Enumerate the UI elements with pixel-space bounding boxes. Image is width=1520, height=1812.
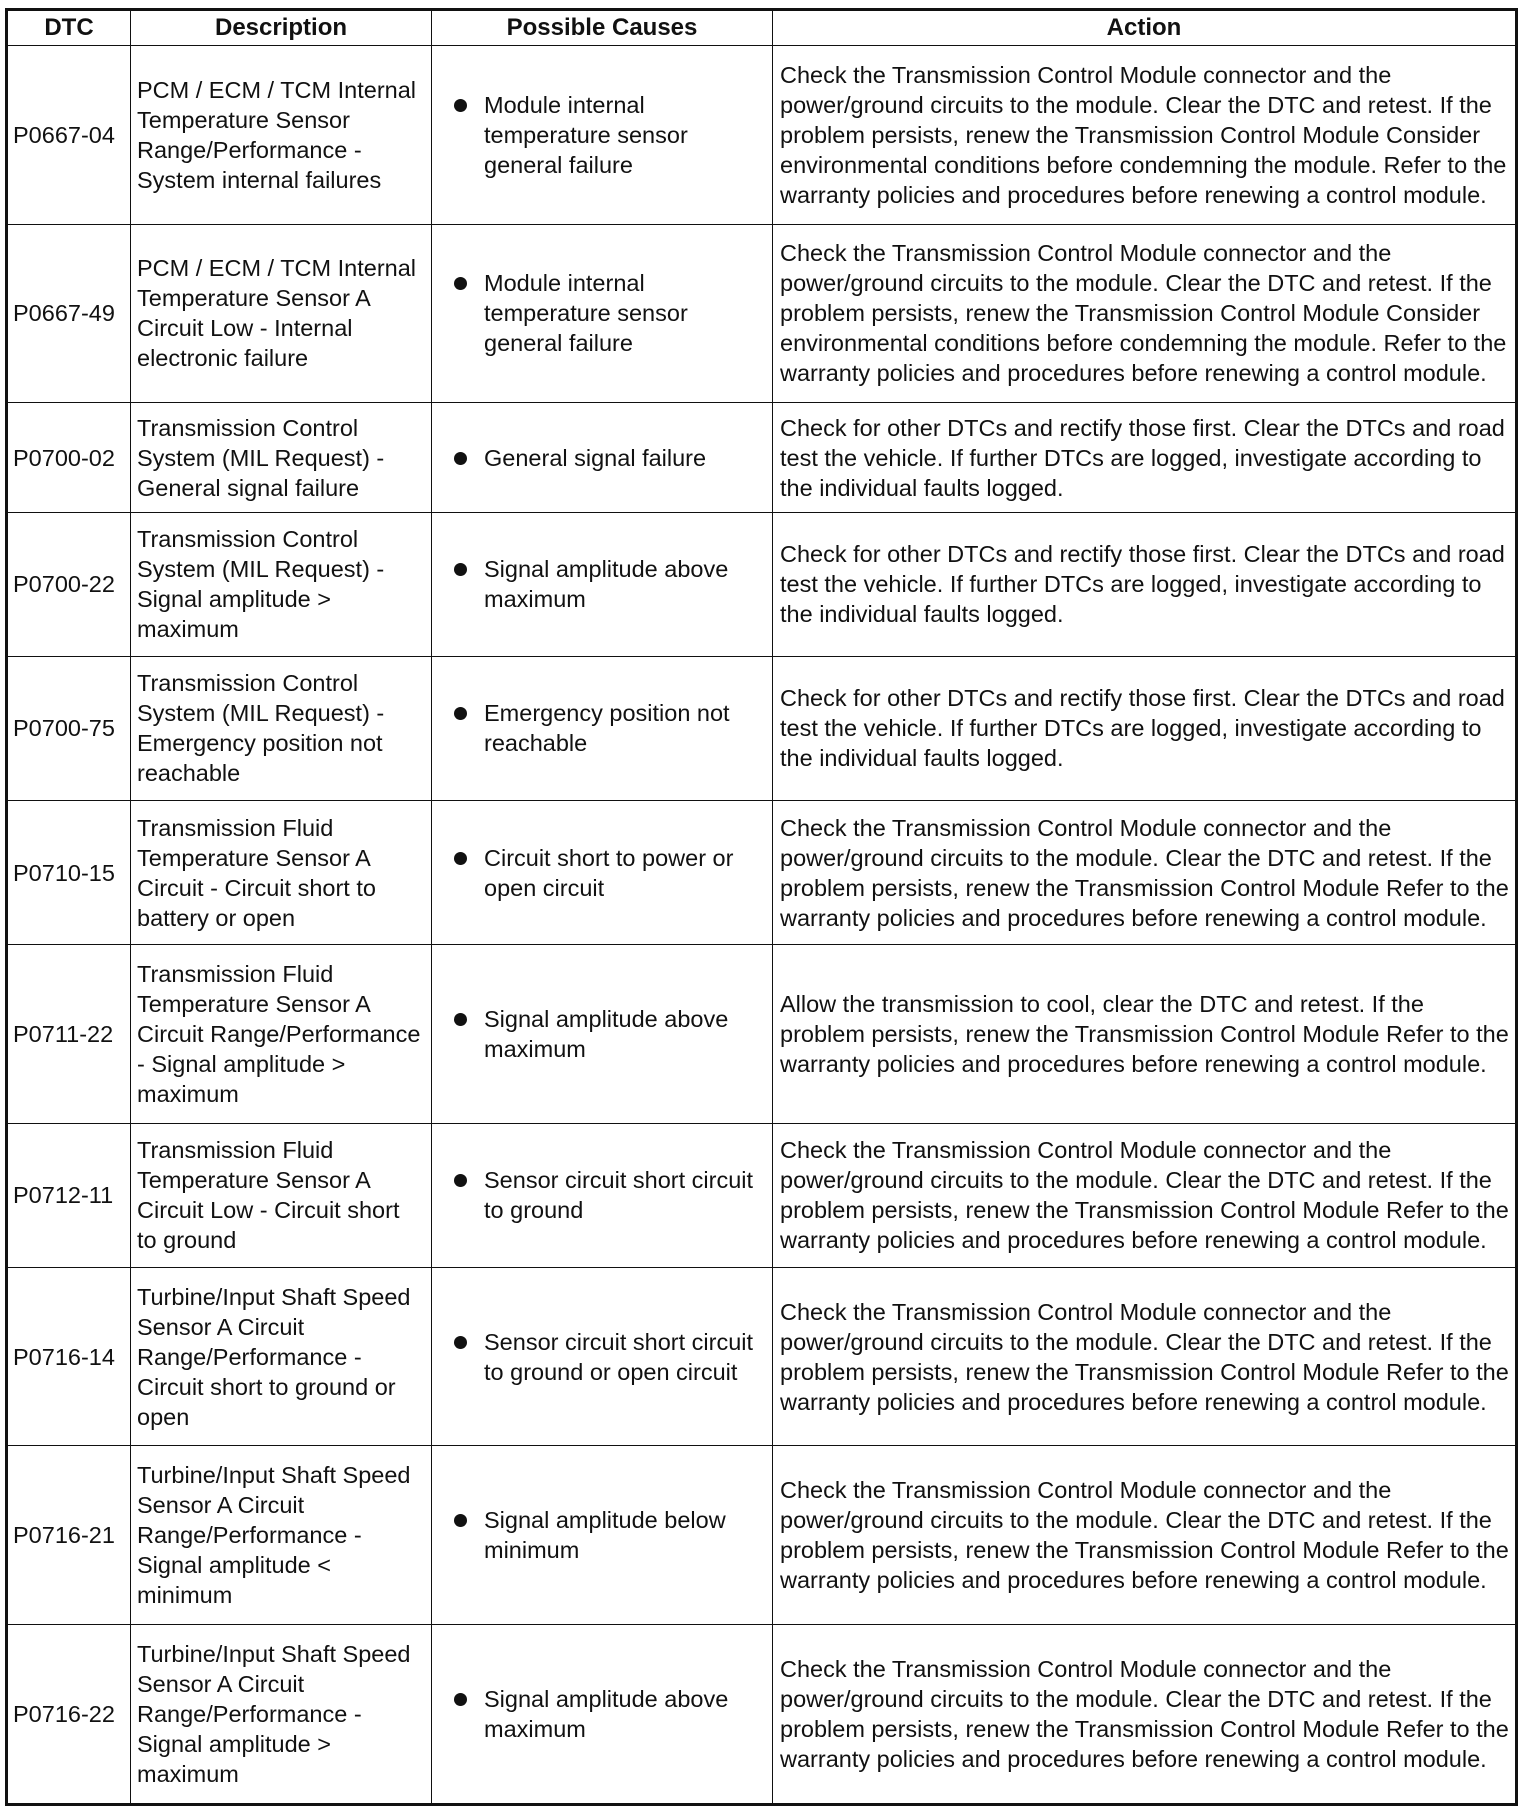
dtc-description: Transmission Fluid Temperature Sensor A Circuit Low - Circuit short to ground [131,1123,432,1267]
bullet-icon [454,707,467,720]
possible-cause-cell [432,1446,773,1625]
table-row [7,945,1517,1124]
possible-cause-cell [432,403,773,513]
dtc-table [5,8,1518,1806]
possible-cause: Module internal temperature sensor general failure [484,91,688,178]
bullet-icon [454,563,467,576]
dtc-action: Check the Transmission Control Module connector and the power/ground circuits to the module. Clear the DTC and retest. If the problem persists, renew the Transmission Control Module Refer to the warranty policies and procedures before renewing a control module. [773,1123,1517,1267]
dtc-description: PCM / ECM / TCM Internal Temperature Sensor A Circuit Low - Internal electronic failure [131,224,432,403]
possible-cause-cell [432,224,773,403]
bullet-icon [454,852,467,865]
bullet-icon [454,1336,467,1349]
possible-cause: Signal amplitude above maximum [484,556,729,613]
bullet-icon [454,1514,467,1527]
possible-cause: Sensor circuit short circuit to ground or open circuit [484,1328,754,1385]
dtc-action: Check the Transmission Control Module connector and the power/ground circuits to the module. Clear the DTC and retest. If the problem persists, renew the Transmission Control Module Refer to the warranty policies and procedures before renewing a control module. [773,1625,1517,1805]
table-row [7,1625,1517,1805]
dtc-description: Transmission Fluid Temperature Sensor A Circuit Range/Performance - Signal amplitude > maximum [131,945,432,1124]
possible-cause: General signal failure [484,444,707,471]
column-header-description: Description [131,10,432,46]
bullet-icon [454,1174,467,1187]
bullet-icon [454,1693,467,1706]
dtc-description: Transmission Control System (MIL Request) - Emergency position not reachable [131,656,432,800]
possible-cause-cell [432,945,773,1124]
dtc-code: P0712-11 [7,1123,131,1267]
bullet-icon [454,277,467,290]
dtc-code: P0716-21 [7,1446,131,1625]
dtc-description: Turbine/Input Shaft Speed Sensor A Circuit Range/Performance - Signal amplitude > maximum [131,1625,432,1805]
dtc-description: PCM / ECM / TCM Internal Temperature Sensor Range/Performance - System internal failures [131,46,432,225]
possible-cause: Circuit short to power or open circuit [484,844,734,901]
dtc-action: Check the Transmission Control Module connector and the power/ground circuits to the module. Clear the DTC and retest. If the problem persists, renew the Transmission Control Module Refer to the warranty policies and procedures before renewing a control module. [773,800,1517,944]
possible-cause: Signal amplitude above maximum [484,1005,729,1062]
dtc-action: Check the Transmission Control Module connector and the power/ground circuits to the module. Clear the DTC and retest. If the problem persists, renew the Transmission Control Module Refer to the warranty policies and procedures before renewing a control module. [773,1267,1517,1446]
possible-cause-cell [432,800,773,944]
table-row [7,1123,1517,1267]
possible-cause-cell [432,1123,773,1267]
dtc-action: Check the Transmission Control Module connector and the power/ground circuits to the module. Clear the DTC and retest. If the problem persists, renew the Transmission Control Module Consider environmental conditions before condemning the module. Refer to the warranty policies and procedures before renewing a control module. [773,46,1517,225]
table-row [7,224,1517,403]
possible-cause: Sensor circuit short circuit to ground [484,1167,754,1224]
column-header-action: Action [773,10,1517,46]
dtc-code: P0667-49 [7,224,131,403]
possible-cause-cell [432,512,773,656]
dtc-action: Allow the transmission to cool, clear the DTC and retest. If the problem persists, renew the Transmission Control Module Refer to the warranty policies and procedures before renewing a control module. [773,945,1517,1124]
table-row [7,1446,1517,1625]
dtc-code: P0700-02 [7,403,131,513]
possible-cause: Signal amplitude above maximum [484,1686,729,1743]
possible-cause: Module internal temperature sensor general failure [484,270,688,357]
table-row [7,656,1517,800]
dtc-description: Turbine/Input Shaft Speed Sensor A Circuit Range/Performance - Circuit short to ground or open [131,1267,432,1446]
dtc-code: P0716-22 [7,1625,131,1805]
dtc-action: Check the Transmission Control Module connector and the power/ground circuits to the module. Clear the DTC and retest. If the problem persists, renew the Transmission Control Module Refer to the warranty policies and procedures before renewing a control module. [773,1446,1517,1625]
bullet-icon [454,452,467,465]
possible-cause-cell [432,1267,773,1446]
dtc-description: Transmission Control System (MIL Request) - General signal failure [131,403,432,513]
dtc-action: Check for other DTCs and rectify those first. Clear the DTCs and road test the vehicle. If further DTCs are logged, investigate according to the individual faults logged. [773,656,1517,800]
table-row [7,512,1517,656]
dtc-description: Turbine/Input Shaft Speed Sensor A Circuit Range/Performance - Signal amplitude < minimum [131,1446,432,1625]
possible-cause: Signal amplitude below minimum [484,1507,726,1564]
dtc-code: P0711-22 [7,945,131,1124]
dtc-code: P0667-04 [7,46,131,225]
dtc-code: P0700-75 [7,656,131,800]
table-header-row [7,10,1517,46]
possible-cause-cell [432,656,773,800]
possible-cause-cell [432,46,773,225]
dtc-code: P0710-15 [7,800,131,944]
possible-cause-cell [432,1625,773,1805]
dtc-code: P0716-14 [7,1267,131,1446]
dtc-description: Transmission Fluid Temperature Sensor A Circuit - Circuit short to battery or open [131,800,432,944]
dtc-action: Check for other DTCs and rectify those first. Clear the DTCs and road test the vehicle. If further DTCs are logged, investigate according to the individual faults logged. [773,403,1517,513]
table-row [7,403,1517,513]
table-row [7,46,1517,225]
dtc-description: Transmission Control System (MIL Request) - Signal amplitude > maximum [131,512,432,656]
table-row [7,800,1517,944]
possible-cause: Emergency position not reachable [484,700,730,757]
column-header-dtc: DTC [7,10,131,46]
bullet-icon [454,1013,467,1026]
dtc-document [5,8,1515,1806]
dtc-action: Check the Transmission Control Module connector and the power/ground circuits to the module. Clear the DTC and retest. If the problem persists, renew the Transmission Control Module Consider environmental conditions before condemning the module. Refer to the warranty policies and procedures before renewing a control module. [773,224,1517,403]
dtc-code: P0700-22 [7,512,131,656]
dtc-action: Check for other DTCs and rectify those first. Clear the DTCs and road test the vehicle. If further DTCs are logged, investigate according to the individual faults logged. [773,512,1517,656]
bullet-icon [454,99,467,112]
column-header-possible-causes: Possible Causes [432,10,773,46]
table-row [7,1267,1517,1446]
